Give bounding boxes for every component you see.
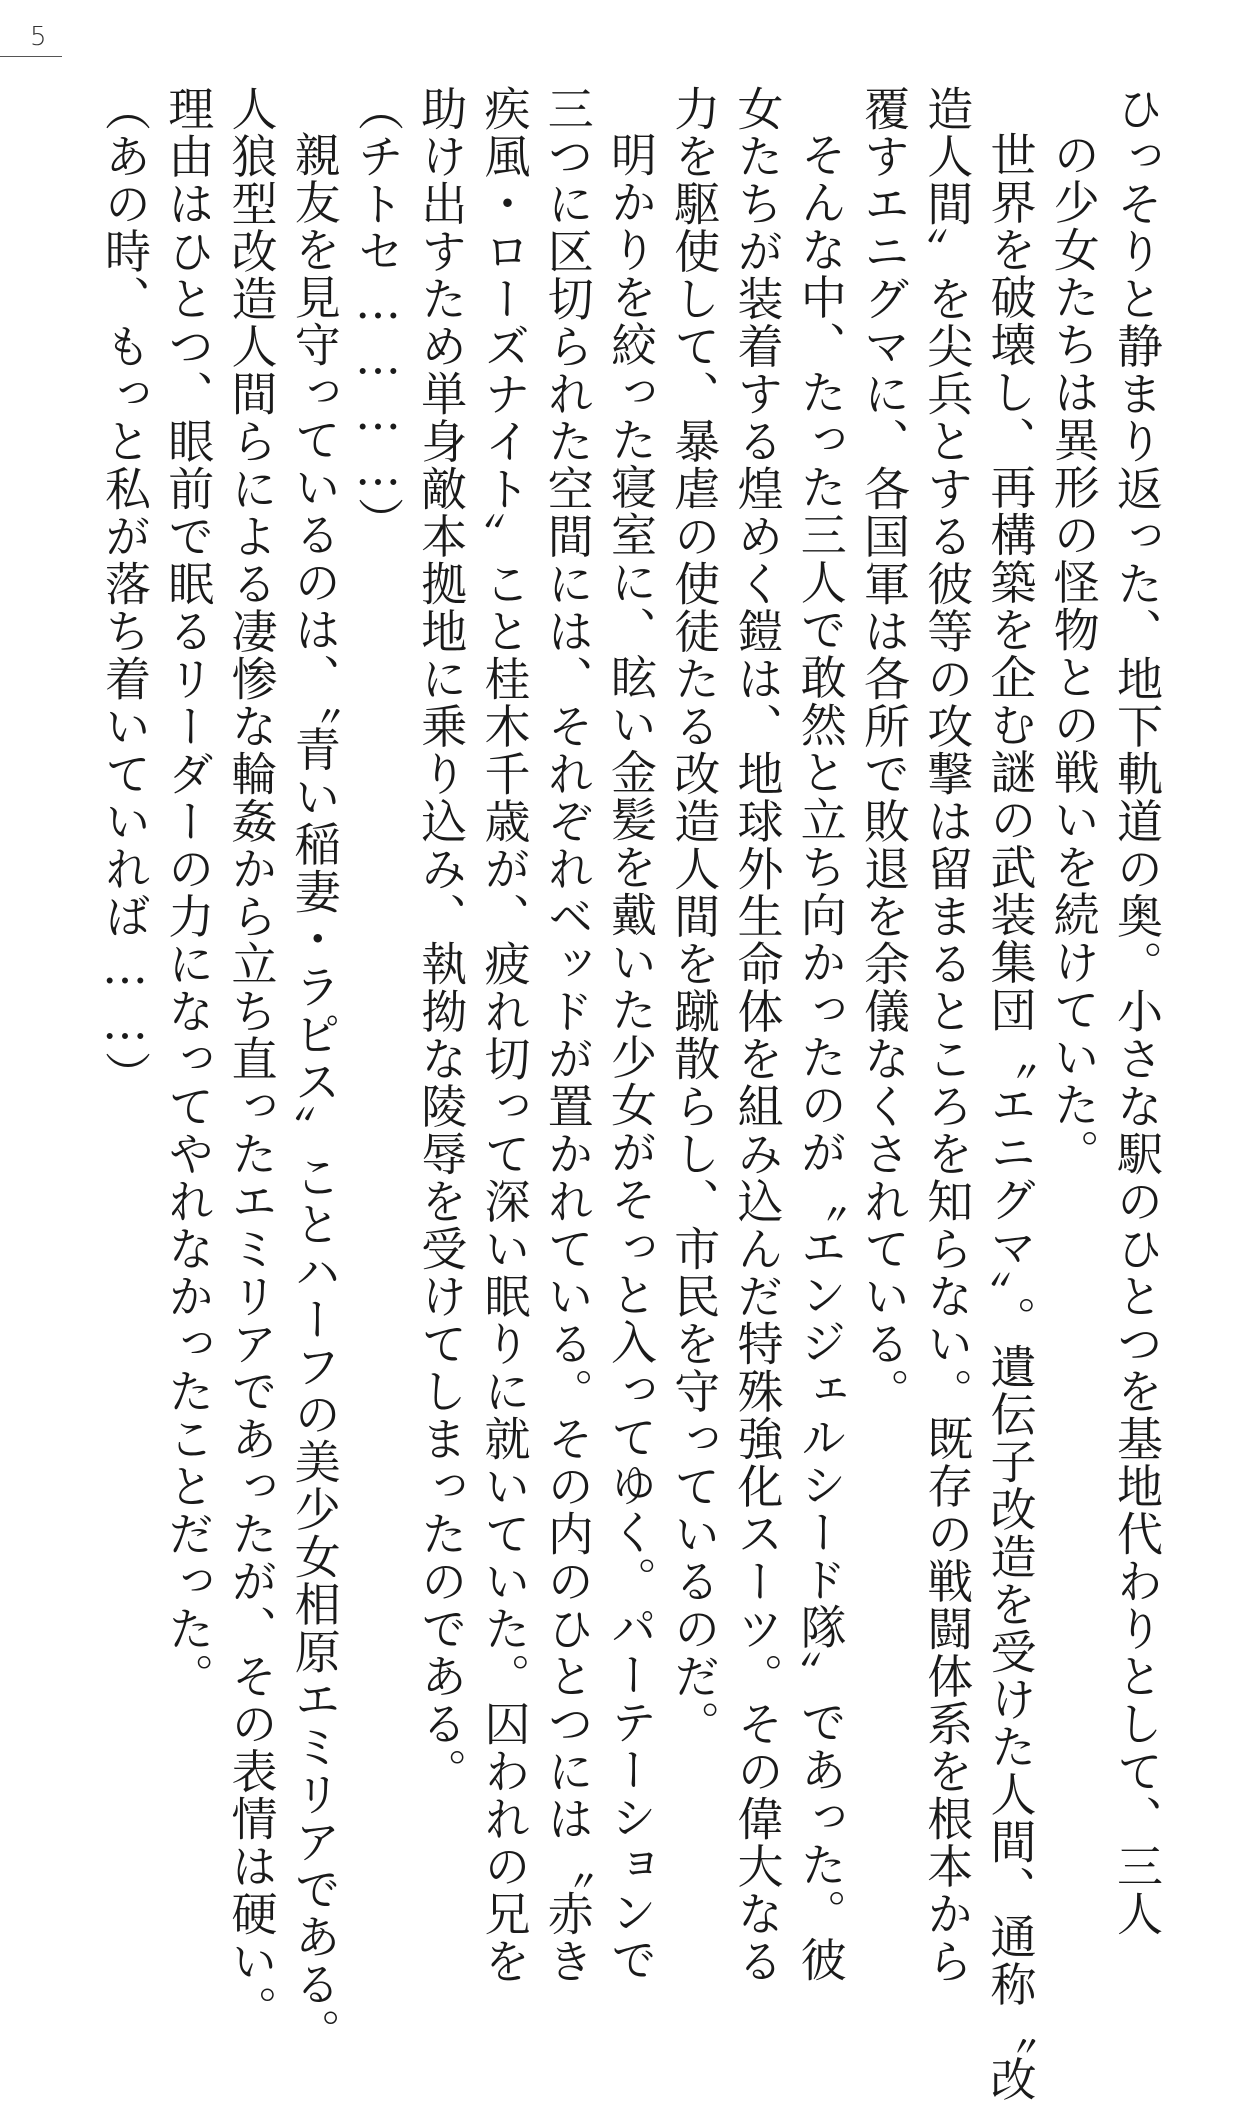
text-line: 覆すエニグマに、各国軍は各所で敗退を余儀なくされている。	[857, 85, 911, 1415]
text-line: 三つに区切られた空間には、それぞれベッドが置かれている。その内のひとつには〝赤き	[540, 85, 595, 1985]
text-line: 疾風・ローズナイト〟こと桂木千歳が、疲れ切って深い眠りに就いていた。囚われの兄を	[477, 85, 532, 1985]
text-line: 力を駆使して、暴虐の使徒たる改造人間を蹴散らし、市民を守っているのだ。	[667, 85, 722, 1748]
header-rule	[0, 56, 62, 57]
text-line: （チトセ…………）	[351, 85, 405, 545]
text-line: 親友を見守っているのは、〝青い稲妻・ラピス〟ことハーフの美少女相原エミリアである。	[287, 131, 342, 2056]
text-line: 造人間〟を尖兵とする彼等の攻撃は留まるところを知らない。既存の戦闘体系を根本から	[920, 85, 975, 1985]
text-line: 女たちが装着する煌めく鎧は、地球外生命体を組み込んだ特殊強化スーツ。その偉大なる	[730, 85, 785, 1985]
vertical-text-body	[98, 85, 1164, 2103]
text-line: 世界を破壊し、再構築を企む謎の武装集団〝エニグマ〟。遺伝子改造を受けた人間、通称〝改	[983, 131, 1038, 2103]
text-line: 人狼型改造人間らによる凄惨な輪姦から立ち直ったエミリアであったが、その表情は硬い。	[224, 85, 279, 2033]
text-line: ひっそりと静まり返った、地下軌道の奥。小さな駅のひとつを基地代わりとして、三人	[1110, 85, 1164, 1938]
text-line: 明かりを絞った寝室に、眩い金髪を戴いた少女がそっと入ってゆく。パーテーションで	[604, 131, 658, 1984]
text-line: 理由はひとつ、眼前で眠るリーダーの力になってやれなかったことだった。	[161, 85, 216, 1700]
text-line: 助け出すため単身敵本拠地に乗り込み、執拗な陵辱を受けてしまったのである。	[414, 85, 469, 1795]
text-line: （あの時、もっと私が落ち着いていれば……）	[98, 85, 152, 1099]
text-line: の少女たちは異形の怪物との戦いを続けていた。	[1046, 131, 1101, 1176]
page-number: 5	[30, 22, 47, 52]
text-line: そんな中、たった三人で敢然と立ち向かったのが〝エンジェルシード隊〟であった。彼	[793, 131, 848, 1984]
